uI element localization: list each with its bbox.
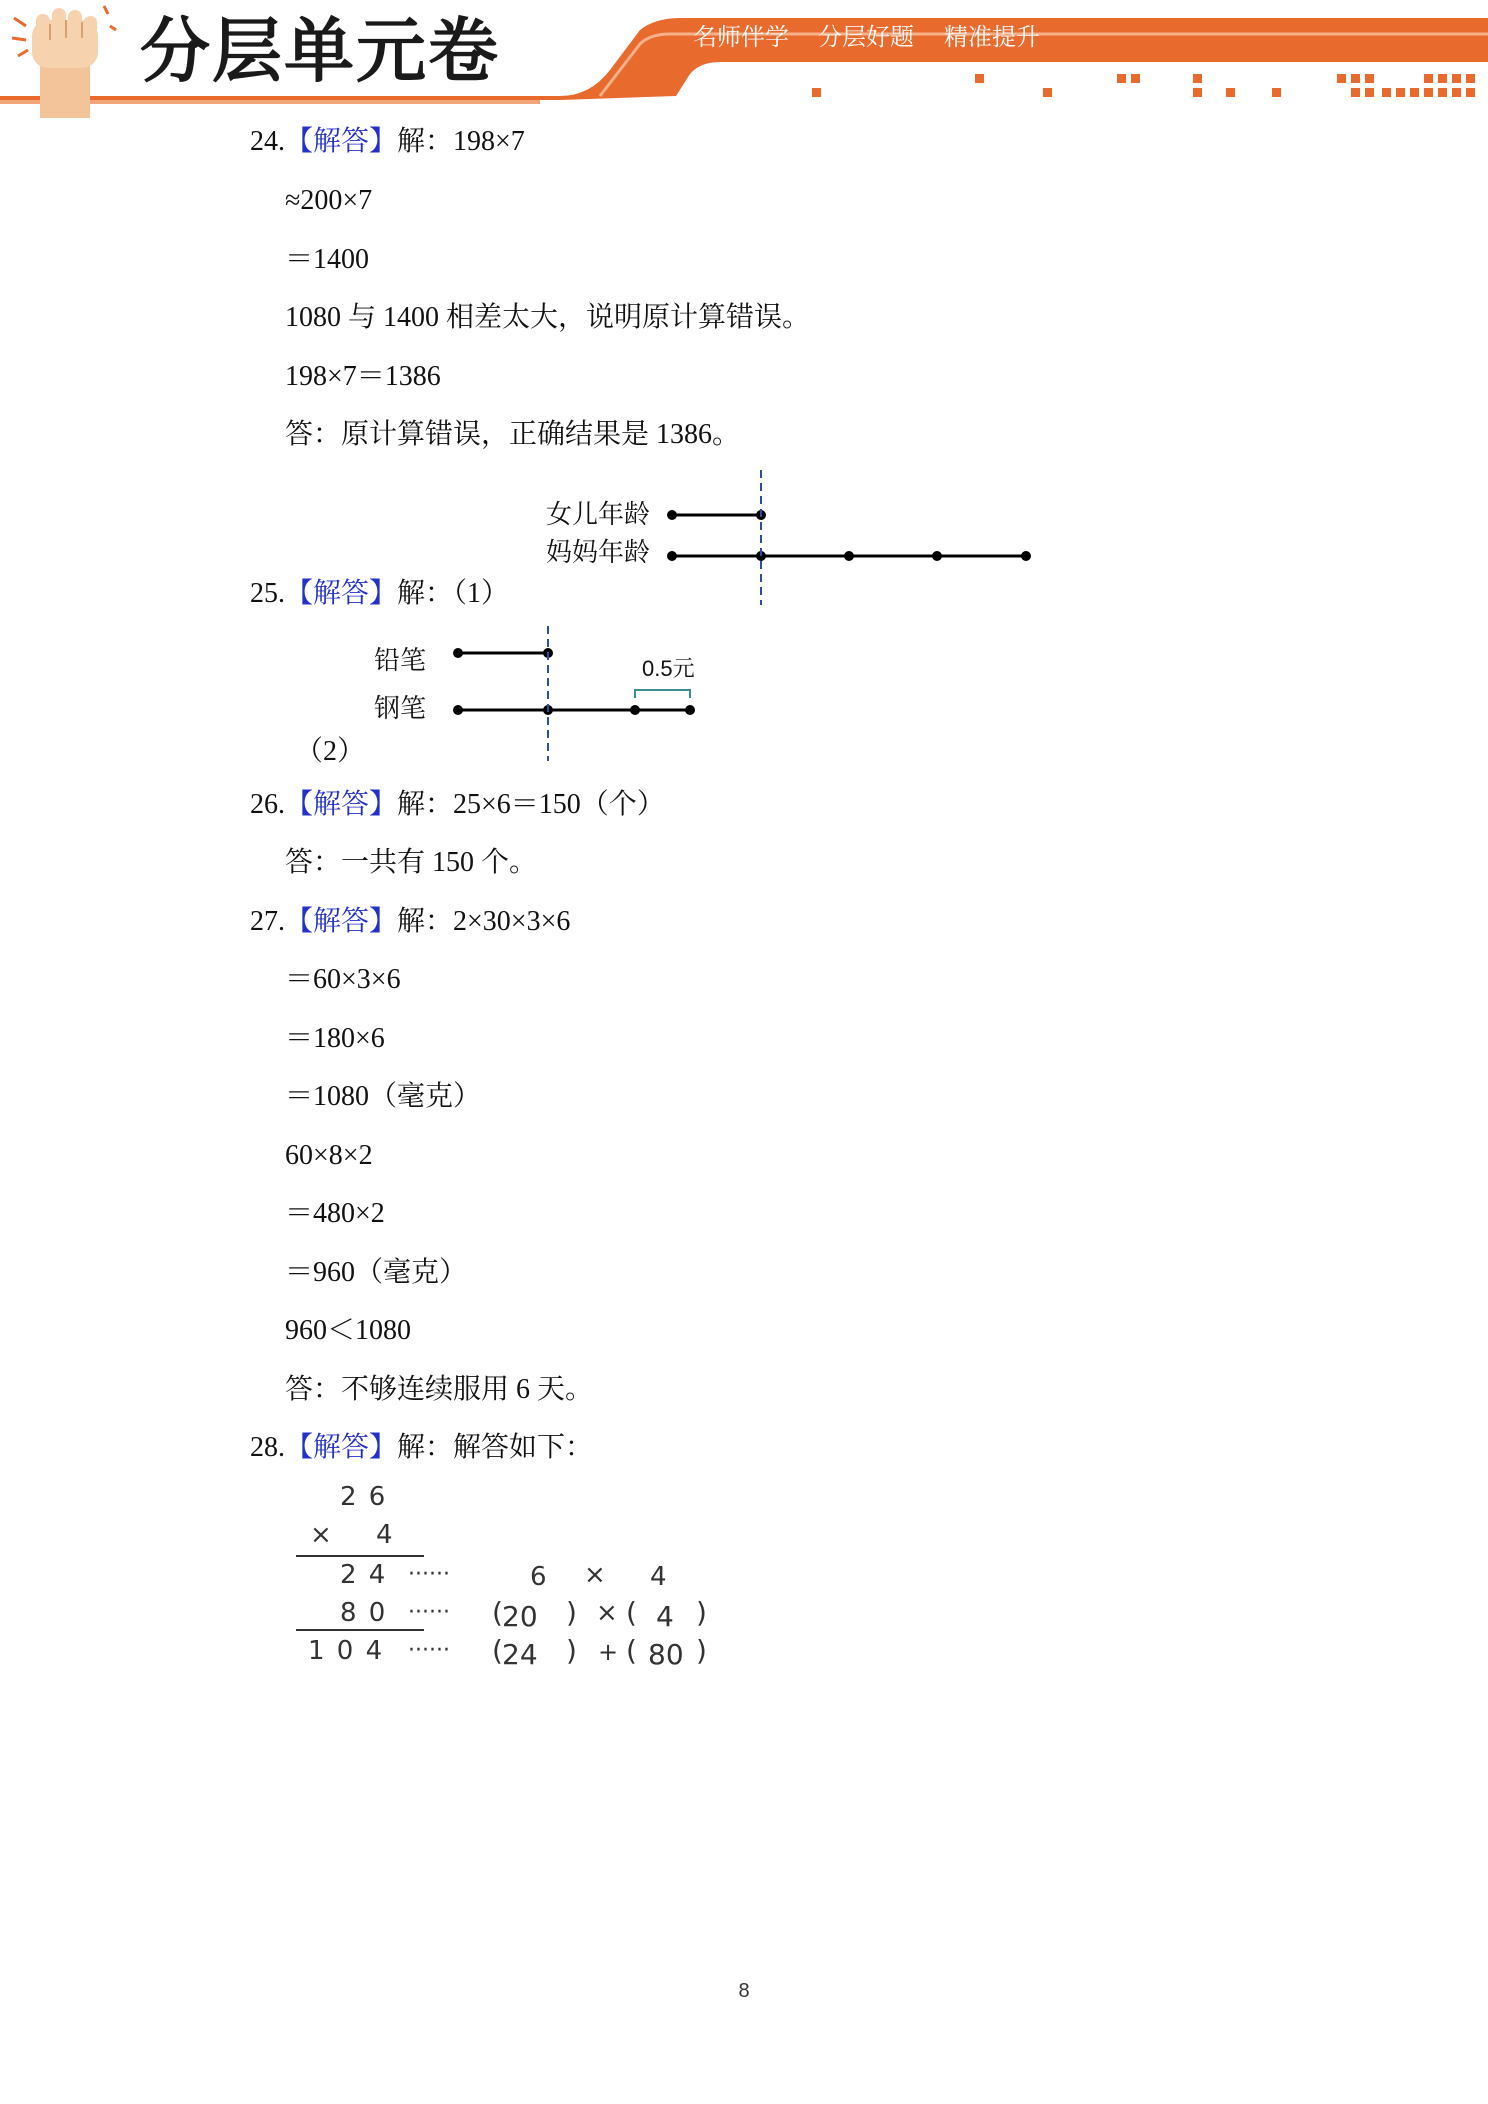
q24-line-2: ＝1400 (285, 244, 370, 275)
fig25-note: 0.5元 (642, 656, 695, 681)
answer-tag: 【解答】 (285, 1432, 398, 1463)
q27-line-4: 60×8×2 (285, 1140, 373, 1171)
q25-heading (250, 574, 509, 614)
fig28-r2-left: 20 (502, 1600, 538, 1633)
q24-line-4: 198×7＝1386 (285, 361, 441, 392)
fig25-age-diagram (538, 470, 1038, 605)
q27-line-3: ＝1080（毫克） (285, 1081, 482, 1112)
slogan-1: 名师伴学 (693, 23, 789, 51)
fig25-label-pencil: 铅笔 (374, 646, 427, 676)
fig28-r2-right-paren: ( (626, 1596, 637, 1629)
fig28-r3-left-close: ) (566, 1634, 577, 1667)
q24-line-5: 答：原计算错误，正确结果是 1386。 (285, 419, 741, 450)
q27-number: 27. (250, 906, 285, 937)
answer-tag: 【解答】 (285, 906, 398, 937)
fig28-partial-2: 8 0 (340, 1598, 388, 1628)
q27-head: 解：2×30×3×6 (397, 906, 571, 937)
answer-tag: 【解答】 (285, 126, 398, 157)
q27-line-2: ＝180×6 (285, 1023, 385, 1054)
fig28-r3-left-paren: ( (492, 1634, 503, 1667)
fig28-dots-3: ······ (408, 1638, 450, 1663)
fig28-r1-times: × (584, 1560, 606, 1590)
fig28-r3-right-close: ) (696, 1634, 707, 1667)
q25-number: 25. (250, 578, 285, 609)
fig28-r2-right: 4 (656, 1600, 674, 1633)
fig28-r2-times: × (596, 1598, 618, 1628)
q28-number: 28. (250, 1432, 285, 1463)
fig28-partial-1: 2 4 (340, 1560, 388, 1590)
q27-heading (250, 902, 570, 942)
fig25-label-daughter: 女儿年龄 (546, 500, 651, 530)
q24-number: 24. (250, 126, 285, 157)
page-header (0, 0, 1488, 110)
slogan-3: 精准提升 (944, 23, 1040, 51)
fig28-times-sign: × (310, 1520, 332, 1550)
fig25-label-mother: 妈妈年龄 (546, 538, 651, 568)
q25-part2: （2） (295, 736, 366, 767)
q27-line-1: ＝60×3×6 (285, 964, 401, 995)
fig28-multiplicand: 2 6 (340, 1482, 388, 1512)
q26-number: 26. (250, 789, 285, 820)
fig28-plus: + (598, 1638, 619, 1666)
fig28-r1-left: 6 (530, 1562, 547, 1592)
q26-heading (250, 785, 665, 825)
fig28-multiplier: 4 (376, 1520, 393, 1550)
fig28-r3-left: 24 (502, 1638, 538, 1671)
fig28-total: 1 0 4 (308, 1636, 385, 1666)
fist-logo-icon (10, 0, 120, 118)
fig28-r2-left-close: ) (566, 1596, 577, 1629)
q27-line-8: 答：不够连续服用 6 天。 (285, 1374, 594, 1405)
q24-line-3: 1080 与 1400 相差太大，说明原计算错误。 (285, 302, 811, 333)
fig28-r1-right: 4 (650, 1562, 667, 1592)
fig25-label-pen: 钢笔 (374, 694, 427, 724)
fig28-dots-1: ······ (408, 1562, 450, 1587)
q28-head: 解：解答如下： (397, 1432, 594, 1463)
q25-head: 解：（1） (397, 578, 510, 609)
fig28-r3-right: 80 (648, 1638, 684, 1671)
q28-heading (250, 1428, 593, 1468)
fig28-r2-left-paren: ( (492, 1596, 503, 1629)
fig25-segments (538, 470, 1038, 605)
fig28-r2-right-close: ) (696, 1596, 707, 1629)
q24-heading (250, 122, 525, 162)
q27-line-6: ＝960（毫克） (285, 1257, 468, 1288)
slogan-2: 分层好题 (818, 23, 914, 51)
q27-line-7: 960＜1080 (285, 1315, 412, 1346)
fig28-dots-2: ······ (408, 1600, 450, 1625)
page-number: 8 (738, 1980, 750, 2002)
q24-head: 解：198×7 (397, 126, 525, 157)
fig28-r3-right-paren: ( (626, 1634, 637, 1667)
fig25-pen-diagram (368, 626, 708, 761)
fig28-vertical-multiplication (290, 1478, 730, 1678)
q24-line-1: ≈200×7 (285, 185, 373, 216)
q27-line-5: ＝480×2 (285, 1198, 385, 1229)
fig25b-segments (368, 626, 708, 761)
answer-tag: 【解答】 (285, 578, 398, 609)
q26-head: 解：25×6＝150（个） (397, 789, 665, 820)
answer-tag: 【解答】 (285, 789, 398, 820)
q26-line-1: 答：一共有 150 个。 (285, 847, 538, 878)
brand-title: 分层单元卷 (140, 10, 500, 92)
